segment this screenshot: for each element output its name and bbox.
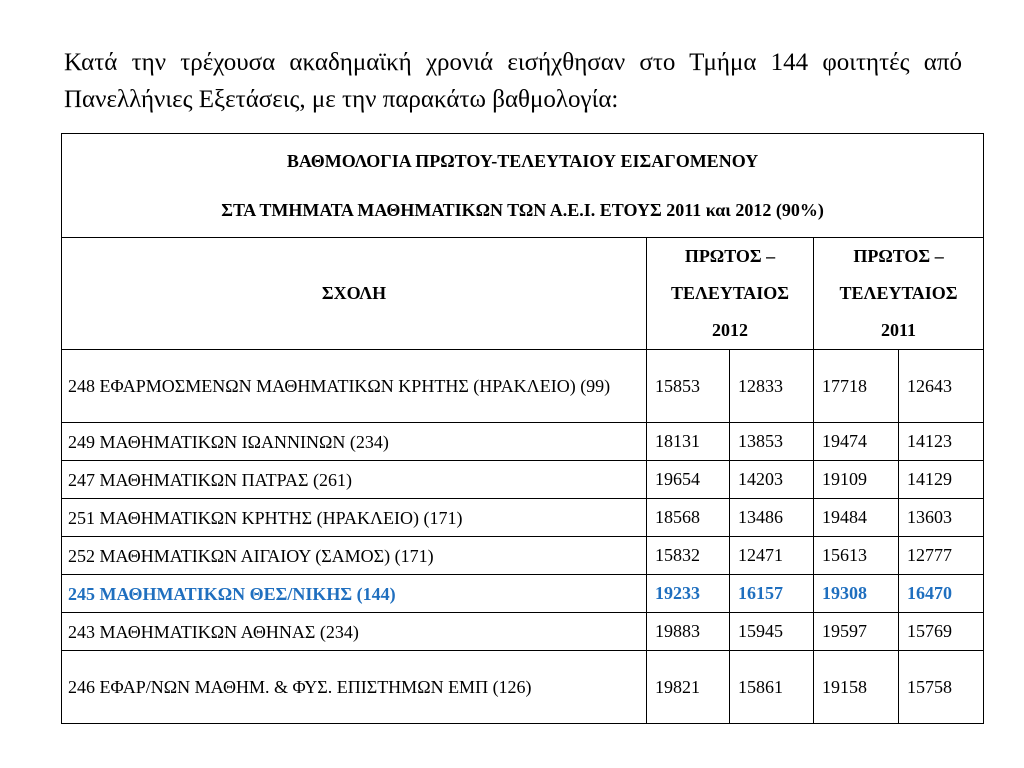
table-row-highlighted	[62, 575, 984, 613]
table-title-row	[62, 134, 984, 238]
school-name: 251 ΜΑΘΗΜΑΤΙΚΩΝ ΚΡΗΤΗΣ (ΗΡΑΚΛΕΙΟ) (171)	[62, 499, 647, 537]
table-row	[62, 423, 984, 461]
last-2011: 13603	[899, 499, 984, 537]
year-2011-label: ΠΡΩΤΟΣ – ΤΕΛΕΥΤΑΙΟΣ	[839, 246, 958, 303]
first-2011: 19308	[814, 575, 899, 613]
last-2011: 12643	[899, 350, 984, 423]
table-row	[62, 461, 984, 499]
table-row	[62, 537, 984, 575]
last-2012: 13853	[730, 423, 814, 461]
scores-table	[61, 133, 984, 724]
last-2012: 12833	[730, 350, 814, 423]
first-2012: 18568	[647, 499, 730, 537]
first-2012: 19654	[647, 461, 730, 499]
first-2011: 19597	[814, 613, 899, 651]
table-row	[62, 499, 984, 537]
first-2012: 15853	[647, 350, 730, 423]
table-title-line-1: ΒΑΘΜΟΛΟΓΙΑ ΠΡΩΤΟΥ-ΤΕΛΕΥΤΑΙΟΥ ΕΙΣΑΓΟΜΕΝΟΥ	[286, 150, 759, 171]
last-2011: 15769	[899, 613, 984, 651]
last-2012: 14203	[730, 461, 814, 499]
first-2012: 19233	[647, 575, 730, 613]
last-2012: 15945	[730, 613, 814, 651]
school-name: 252 ΜΑΘΗΜΑΤΙΚΩΝ ΑΙΓΑΙΟΥ (ΣΑΜΟΣ) (171)	[62, 537, 647, 575]
year-2011-header	[814, 238, 984, 350]
school-name: 248 ΕΦΑΡΜΟΣΜΕΝΩΝ ΜΑΘΗΜΑΤΙΚΩΝ ΚΡΗΤΗΣ (ΗΡΑΚΛΕΙΟ) (99)	[62, 350, 647, 423]
year-2012-header	[647, 238, 814, 350]
table-row	[62, 350, 984, 423]
first-2012: 19883	[647, 613, 730, 651]
year-2012-label: ΠΡΩΤΟΣ – ΤΕΛΕΥΤΑΙΟΣ	[671, 246, 789, 303]
first-2011: 19484	[814, 499, 899, 537]
last-2011: 14123	[899, 423, 984, 461]
first-2012: 15832	[647, 537, 730, 575]
intro-paragraph: Κατά την τρέχουσα ακαδημαϊκή χρονιά εισήχθησαν στο Τμήμα 144 φοιτητές από Πανελλήνιες Εξετάσεις, με την παρακάτω βαθμολογία:	[64, 49, 962, 113]
school-name: 245 ΜΑΘΗΜΑΤΙΚΩΝ ΘΕΣ/ΝΙΚΗΣ (144)	[62, 575, 647, 613]
last-2012: 12471	[730, 537, 814, 575]
school-name: 246 ΕΦΑΡ/ΝΩΝ ΜΑΘΗΜ. & ΦΥΣ. ΕΠΙΣΤΗΜΩΝ ΕΜΠ (126)	[62, 651, 647, 724]
school-name: 243 ΜΑΘΗΜΑΤΙΚΩΝ ΑΘΗΝΑΣ (234)	[62, 613, 647, 651]
first-2011: 17718	[814, 350, 899, 423]
last-2011: 16470	[899, 575, 984, 613]
table-header-row	[62, 238, 984, 350]
first-2012: 19821	[647, 651, 730, 724]
school-name: 249 ΜΑΘΗΜΑΤΙΚΩΝ ΙΩΑΝΝΙΝΩΝ (234)	[62, 423, 647, 461]
school-name: 247 ΜΑΘΗΜΑΤΙΚΩΝ ΠΑΤΡΑΣ (261)	[62, 461, 647, 499]
last-2011: 14129	[899, 461, 984, 499]
first-2012: 18131	[647, 423, 730, 461]
table-title	[62, 134, 984, 238]
first-2011: 19109	[814, 461, 899, 499]
last-2012: 15861	[730, 651, 814, 724]
table-title-line-2: ΣΤΑ ΤΜΗΜΑΤΑ ΜΑΘΗΜΑΤΙΚΩΝ ΤΩΝ Α.Ε.Ι. ΕΤΟΥΣ 2011 και 2012 (90%)	[221, 199, 824, 220]
year-2011-value: 2011	[881, 320, 917, 340]
last-2011: 15758	[899, 651, 984, 724]
school-column-header: ΣΧΟΛΗ	[62, 238, 647, 350]
first-2011: 19474	[814, 423, 899, 461]
table-row	[62, 651, 984, 724]
table-row	[62, 613, 984, 651]
last-2012: 16157	[730, 575, 814, 613]
year-2012-value: 2012	[712, 320, 748, 340]
first-2011: 15613	[814, 537, 899, 575]
last-2011: 12777	[899, 537, 984, 575]
first-2011: 19158	[814, 651, 899, 724]
last-2012: 13486	[730, 499, 814, 537]
